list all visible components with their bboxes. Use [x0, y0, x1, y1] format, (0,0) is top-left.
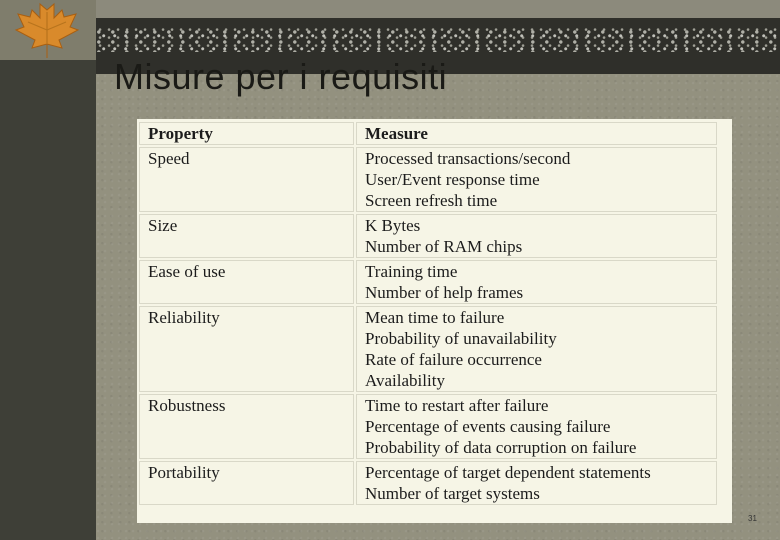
measure-item: User/Event response time	[365, 170, 540, 189]
measure-item: Number of help frames	[365, 283, 524, 302]
table-row	[139, 461, 717, 505]
measure-item: Training time	[365, 262, 458, 281]
table-row	[139, 260, 717, 304]
measure-item: Number of RAM chips	[365, 237, 523, 256]
measure-item: Percentage of events causing failure	[365, 417, 611, 436]
title-band-texture	[96, 28, 780, 52]
property-cell: Portability	[139, 461, 354, 505]
measure-cell	[356, 394, 717, 459]
background-top	[96, 0, 780, 18]
measure-item: Screen refresh time	[365, 191, 498, 210]
measure-item: Availability	[365, 371, 445, 390]
measure-item: Processed transactions/second	[365, 149, 571, 168]
measure-cell	[356, 147, 717, 212]
page-number: 31	[748, 514, 757, 523]
requirements-measures-table	[137, 120, 719, 507]
measure-cell	[356, 461, 717, 505]
measure-item: Rate of failure occurrence	[365, 350, 542, 369]
measure-item: Number of target systems	[365, 484, 540, 503]
property-cell: Reliability	[139, 306, 354, 392]
measure-cell	[356, 214, 717, 258]
table-header-row	[139, 122, 717, 145]
measure-item: Time to restart after failure	[365, 396, 549, 415]
property-cell: Size	[139, 214, 354, 258]
property-cell: Ease of use	[139, 260, 354, 304]
left-sidebar-strip	[0, 0, 96, 540]
table-row	[139, 306, 717, 392]
measure-cell	[356, 260, 717, 304]
measure-item: K Bytes	[365, 216, 421, 235]
measure-item: Percentage of target dependent statements	[365, 463, 651, 482]
table-row	[139, 147, 717, 212]
measure-item: Probability of unavailability	[365, 329, 557, 348]
table-row	[139, 394, 717, 459]
table-row	[139, 214, 717, 258]
maple-leaf-icon	[4, 0, 90, 60]
header-measure: Measure	[356, 122, 717, 145]
measure-cell	[356, 306, 717, 392]
property-cell: Speed	[139, 147, 354, 212]
measure-item: Probability of data corruption on failure	[365, 438, 637, 457]
slide-title: Misure per i requisiti	[114, 56, 448, 97]
measure-item: Mean time to failure	[365, 308, 505, 327]
header-property: Property	[139, 122, 354, 145]
property-cell: Robustness	[139, 394, 354, 459]
